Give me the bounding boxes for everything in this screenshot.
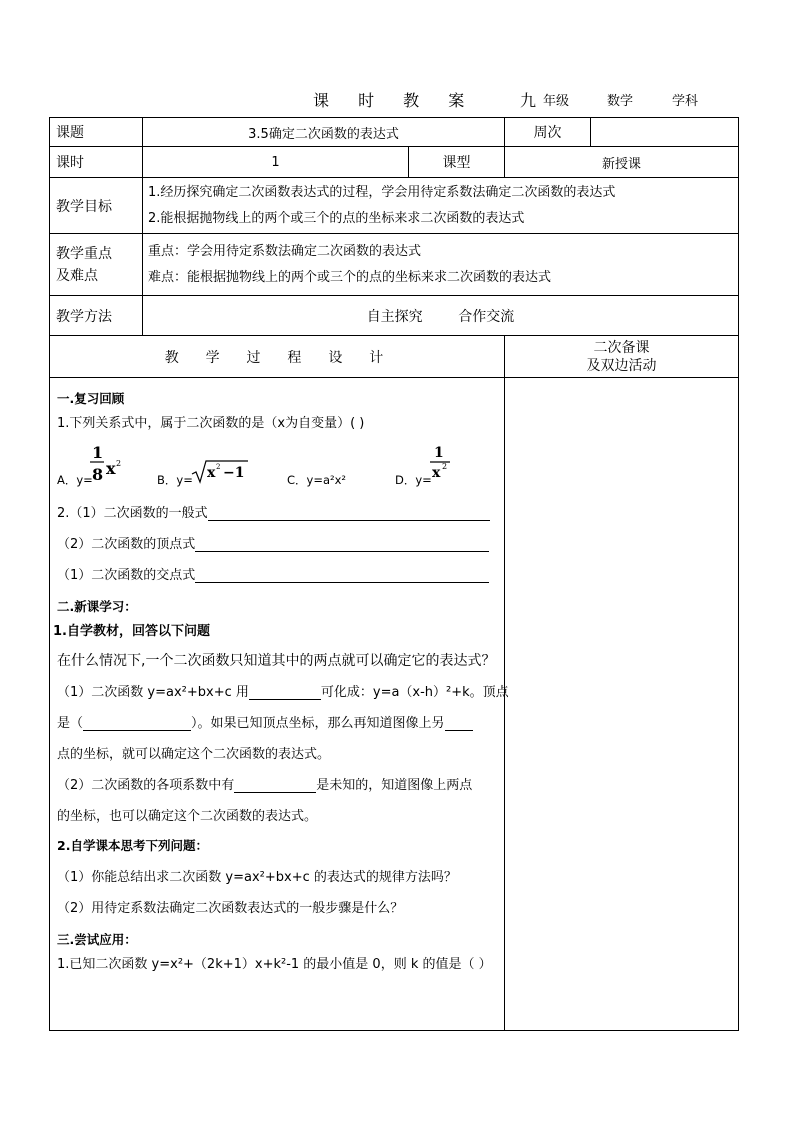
header-subject-label: 学科 <box>672 94 699 109</box>
goals-label: 教学目标 <box>50 178 143 234</box>
svg-text:x: x <box>106 459 116 478</box>
question-2-intercept <box>57 564 489 583</box>
svg-text:8: 8 <box>92 465 104 484</box>
answer-blank[interactable] <box>195 538 489 552</box>
answer-blank[interactable] <box>249 686 321 700</box>
option-b-label: B．y= <box>157 473 193 487</box>
question-2-general-text: 2.（1）二次函数的一般式 <box>57 506 208 521</box>
option-b-sqrt <box>190 458 250 488</box>
process-header: 教 学 过 程 设 计 <box>50 336 505 378</box>
question-5-line-1 <box>57 774 472 793</box>
answer-blank[interactable] <box>83 717 191 731</box>
side-notes-area[interactable] <box>505 378 739 1031</box>
goals-content <box>143 178 739 234</box>
answer-blank[interactable] <box>208 507 490 521</box>
option-d-label: D．y= <box>395 473 432 487</box>
goal-item: 1.经历探究确定二次函数表达式的过程，学会用待定系数法确定二次函数的表达式 <box>148 184 616 200</box>
key-content <box>143 234 739 296</box>
page-header <box>0 88 794 110</box>
header-grade: 九 <box>520 91 537 110</box>
question-5-text: 是未知的，知道图像上两点 <box>316 778 473 793</box>
header-grade-label: 年级 <box>543 94 570 109</box>
difficulty-point: 难点：能根据抛物线上的两个或三个的点的坐标来求二次函数的表达式 <box>148 269 552 285</box>
type-value: 新授课 <box>505 147 739 178</box>
section-new-title: 二.新课学习： <box>57 599 137 614</box>
week-value <box>591 118 739 147</box>
header-subject: 数学 <box>607 94 634 109</box>
type-label: 课型 <box>409 147 505 178</box>
question-8: 1.已知二次函数 y=x²+（2k+1）x+k²-1 的最小值是 0，则 k 的值是（ ） <box>57 957 492 972</box>
process-content <box>50 378 509 1031</box>
svg-text:2: 2 <box>116 459 122 468</box>
subsection-1-title: 1.自学教材，回答以下问题 <box>53 624 210 639</box>
answer-blank[interactable] <box>234 779 316 793</box>
topic-label: 课题 <box>50 118 143 147</box>
svg-text:1: 1 <box>92 443 104 462</box>
option-a-label: A．y= <box>57 473 93 487</box>
option-d <box>395 472 432 488</box>
method-label: 教学方法 <box>50 296 143 336</box>
option-d-fraction <box>428 443 458 487</box>
question-5-text: （2）二次函数的各项系数中有 <box>57 778 235 793</box>
side-header <box>505 336 739 378</box>
answer-blank[interactable] <box>195 569 489 583</box>
key-label-line: 教学重点 <box>56 245 112 262</box>
subsection-2-title: 2.自学课本思考下列问题： <box>57 838 208 853</box>
topic-value: 3.5确定二次函数的表达式 <box>143 118 505 147</box>
svg-text:2: 2 <box>442 462 448 471</box>
header-title: 课 时 教 案 <box>313 91 477 110</box>
side-header-line: 二次备课 <box>593 339 650 356</box>
hours-label: 课时 <box>50 147 143 178</box>
question-5-line-2: 的坐标，也可以确定这个二次函数的表达式。 <box>57 809 318 824</box>
key-label-line: 及难点 <box>56 267 98 284</box>
question-4-line-2 <box>57 712 473 731</box>
option-c: C．y=a²x² <box>287 473 347 487</box>
section-review-title: 一.复习回顾 <box>57 391 125 406</box>
option-a-fraction <box>90 440 140 488</box>
question-3: 在什么情况下,一个二次函数只知道其中的两点就可以确定它的表达式？ <box>57 653 496 669</box>
question-2-general <box>57 502 490 521</box>
question-4-line-3: 点的坐标，就可以确定这个二次函数的表达式。 <box>57 747 331 762</box>
svg-text:−1: −1 <box>223 465 245 481</box>
question-4-text: 可化成：y=a（x-h）²+k。顶点 <box>320 685 509 700</box>
question-4-line-1 <box>57 681 509 700</box>
question-2-vertex-text: （2）二次函数的顶点式 <box>57 537 196 552</box>
answer-blank[interactable] <box>445 717 473 731</box>
svg-text:1: 1 <box>434 445 444 461</box>
option-a <box>57 472 93 488</box>
question-2-vertex <box>57 533 489 552</box>
svg-text:2: 2 <box>216 463 221 471</box>
question-4-text: 是（ <box>57 716 84 731</box>
hours-value: 1 <box>143 147 409 178</box>
side-header-line: 及双边活动 <box>586 357 657 374</box>
key-point: 重点：学会用待定系数法确定二次函数的表达式 <box>148 243 422 259</box>
option-b <box>157 472 193 488</box>
question-4-text: ）。如果已知顶点坐标，那么再知道图像上另 <box>191 716 445 731</box>
method-value: 自主探究 合作交流 <box>143 296 739 336</box>
question-4-text: （1）二次函数 y=ax²+bx+c 用 <box>57 685 249 700</box>
goal-item: 2.能根据抛物线上的两个或三个的点的坐标来求二次函数的表达式 <box>148 210 525 226</box>
lesson-plan-table <box>49 117 739 1031</box>
svg-text:x: x <box>432 465 441 481</box>
question-6: （1）你能总结出求二次函数 y=ax²+bx+c 的表达式的规律方法吗？ <box>57 870 457 885</box>
section-try-title: 三.尝试应用： <box>57 932 137 947</box>
question-1: 1.下列关系式中，属于二次函数的是（x为自变量）( ) <box>57 416 365 431</box>
question-2-intercept-text: （1）二次函数的交点式 <box>57 568 196 583</box>
svg-text:x: x <box>207 465 216 481</box>
key-label <box>50 234 143 296</box>
week-label: 周次 <box>505 118 591 147</box>
question-7: （2）用待定系数法确定二次函数表达式的一般步骤是什么？ <box>57 901 404 916</box>
